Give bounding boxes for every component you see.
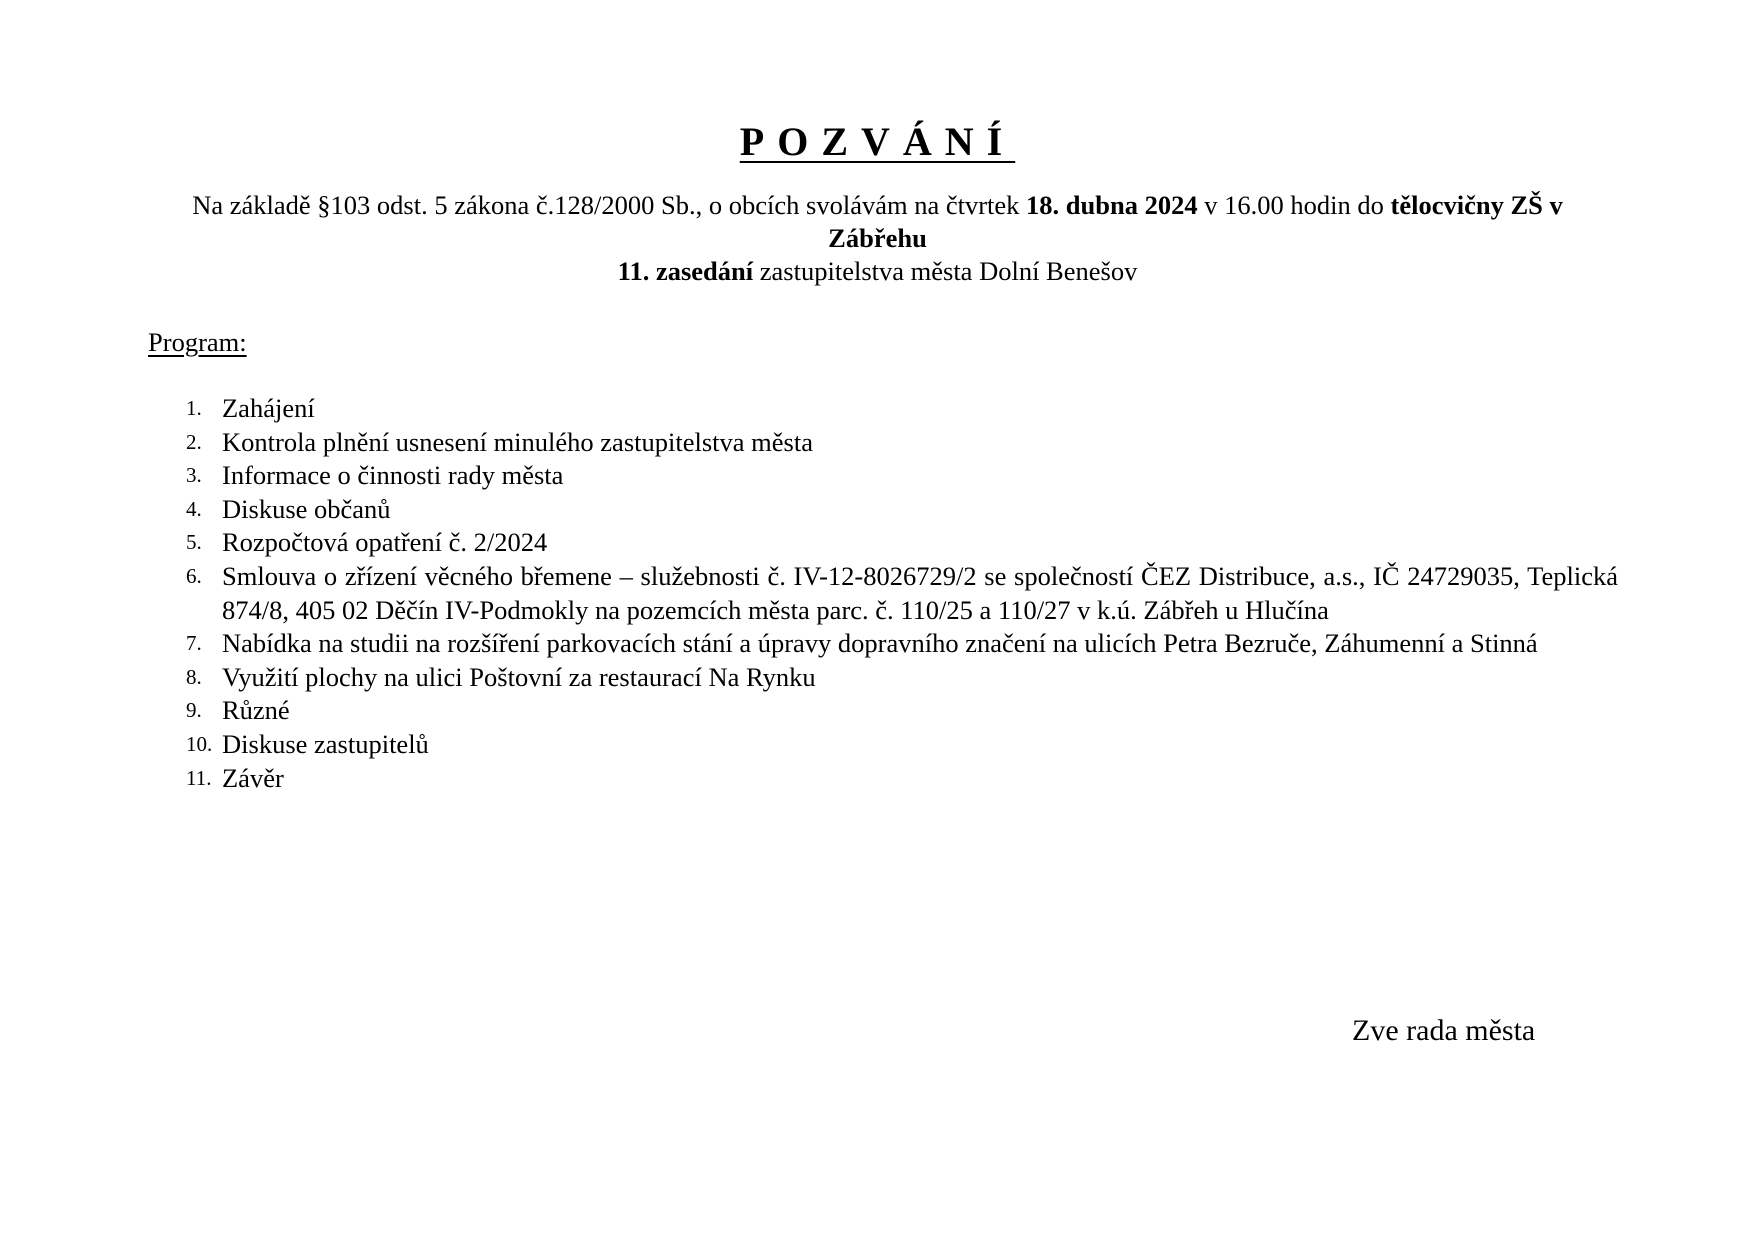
program-heading: Program: — [148, 327, 247, 357]
signature: Zve rada města — [1352, 1014, 1536, 1047]
intro-text-1: Na základě §103 odst. 5 zákona č.128/2000 Sb., o obcích svolávám na čtvrtek — [192, 190, 1027, 220]
agenda-item-number: 2. — [186, 429, 202, 454]
page-title — [0, 118, 1755, 166]
agenda-item-number: 8. — [186, 664, 202, 689]
agenda-item-text: Smlouva o zřízení věcného břemene – služebnosti č. IV-12-8026729/2 se společností ČEZ Distribuce, a.s., IČ 24729035, Teplická 874/8, 405 02 Děčín IV-Podmokly na pozemcích města parc. č. 110/25 a 110/27 v k.ú. Zábřeh u Hlučína — [222, 560, 1618, 625]
agenda-item — [186, 426, 1618, 460]
agenda-item-number: 4. — [186, 496, 202, 521]
agenda-item-text: Využití plochy na ulici Poštovní za restaurací Na Rynku — [222, 661, 816, 692]
title-text: POZVÁNÍ — [739, 119, 1016, 164]
agenda-item-number: 1. — [186, 396, 202, 420]
agenda-item — [186, 560, 1618, 627]
intro-paragraph — [140, 189, 1615, 288]
meeting-date: 18. dubna 2024 — [1026, 190, 1198, 220]
agenda-item — [186, 493, 1618, 527]
agenda-item-number: 11. — [186, 765, 212, 790]
agenda-item-text: Diskuse zastupitelů — [222, 728, 429, 759]
agenda-item-text: Diskuse občanů — [222, 493, 391, 524]
agenda-item — [186, 661, 1618, 695]
agenda-list — [186, 392, 1618, 795]
agenda-item — [186, 762, 1618, 796]
agenda-item-number: 6. — [186, 563, 202, 588]
agenda-item-number: 5. — [186, 530, 202, 555]
agenda-item-text: Nabídka na studii na rozšíření parkovacích stání a úpravy dopravního značení na ulicích Petra Bezruče, Záhumenní a Stinná — [222, 628, 1538, 659]
agenda-item — [186, 526, 1618, 560]
agenda-item-text: Různé — [222, 695, 290, 726]
agenda-item-text: Kontrola plnění usnesení minulého zastupitelstva města — [222, 426, 813, 457]
session-text: zastupitelstva města Dolní Benešov — [753, 256, 1138, 286]
agenda-item-number: 7. — [186, 631, 202, 656]
session-number: 11. zasedání — [617, 256, 754, 286]
agenda-item-number: 3. — [186, 463, 202, 488]
agenda-item — [186, 459, 1618, 493]
agenda-item — [186, 627, 1618, 661]
agenda-item — [186, 728, 1618, 762]
agenda-item-text: Závěr — [222, 762, 284, 793]
agenda-item-text: Zahájení — [222, 393, 315, 423]
agenda-item-number: 10. — [186, 731, 213, 756]
agenda-item-number: 9. — [186, 698, 202, 723]
intro-text-2: v 16.00 hodin do — [1197, 190, 1391, 220]
agenda-item-text: Informace o činnosti rady města — [222, 460, 564, 491]
agenda-item — [186, 694, 1618, 728]
agenda-item-text: Rozpočtová opatření č. 2/2024 — [222, 527, 548, 558]
meeting-place: tělocvičny ZŠ v Zábřehu — [828, 190, 1563, 253]
agenda-item — [186, 392, 1618, 426]
